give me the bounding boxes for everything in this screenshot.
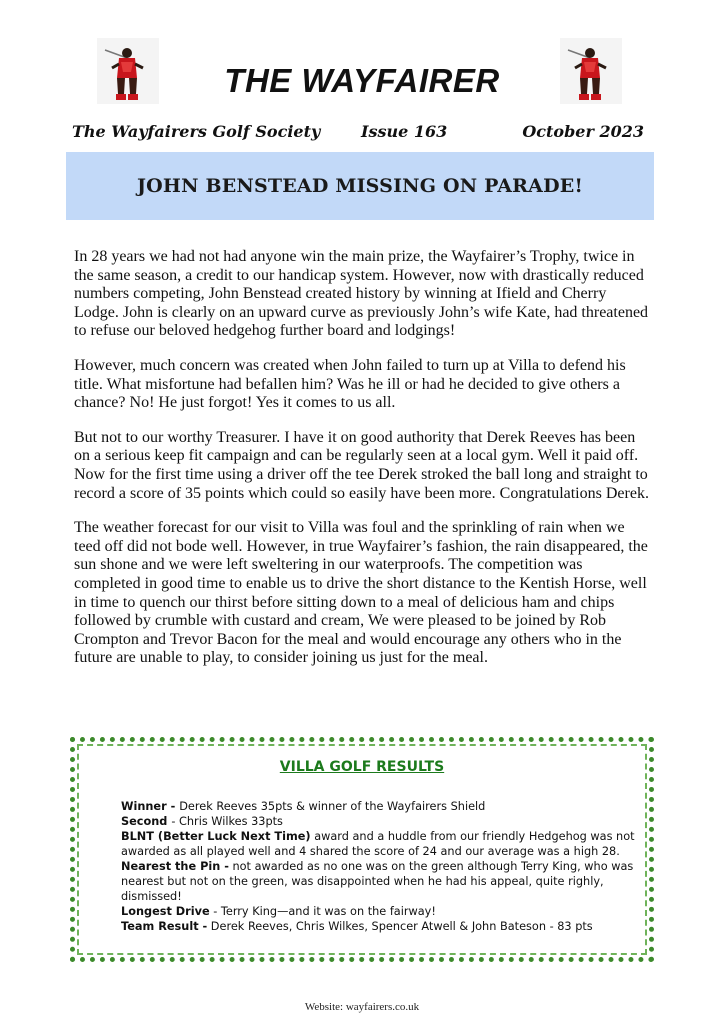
result-item [121,904,641,919]
result-item [121,814,641,829]
article-paragraph: However, much concern was created when John failed to turn up at Villa to defend his title. What misfortune had befallen him? Was he ill or had he decided to give others a chance? No! He just forgot! Yes it comes to us all. [74,356,626,412]
results-title: VILLA GOLF RESULTS [279,759,445,775]
result-item [121,799,641,814]
article-paragraph: The weather forecast for our visit to Villa was foul and the sprinkling of rain when we teed off did not bode well. However, in true Wayfairer’s fashion, the rain disappeared, the sun shone and we were left sweltering in our waterproofs. The competition was completed in good time to enable us to drive the short distance to the Kentish Horse, well in time to quench our thirst before sitting down to a meal of delicious ham and chips followed by crumble with custard and cream, We were pleased to be joined by Rob Crompton and Trevor Bacon for the meal and would encourage any others who in the future are unable to play, to consider joining us just for the meal. [74,519,648,667]
result-item [121,829,641,859]
issue-number: Issue 163 [361,122,448,141]
result-text: - Chris Wilkes 33pts [171,815,283,828]
result-item [121,859,641,904]
headline-banner [66,152,654,220]
article-body [74,248,652,684]
article-paragraph: In 28 years we had not had anyone win the main prize, the Wayfairer’s Trophy, twice in the same season, a credit to our handicap system. However, now with drastically reduced numbers competing, John Benstead created history by winning at Ifield and Cherry Lodge. John is clearly on an upward curve as previously John’s wife Kate, had threatened to refuse our beloved hedgehog further board and lodgings! [74,248,649,340]
newsletter-title: THE WAYFAIRER [224,62,500,99]
website-footer: Website: wayfairers.co.uk [304,1001,420,1013]
result-label: Team Result - [121,920,208,933]
results-list [121,799,641,934]
result-item [121,919,641,934]
result-label: BLNT (Better Luck Next Time) [121,830,311,843]
result-label: Winner - [121,800,180,813]
result-label: Nearest the Pin - [121,860,229,873]
result-label: Longest Drive [121,905,210,918]
result-text: not awarded as no one was on the green although Terry King, who was nearest but not on the green, was disappointed when he had his appeal, quite righly, dismissed! [121,860,634,903]
article-paragraph: But not to our worthy Treasurer. I have it on good authority that Derek Reeves has been on a serious keep fit campaign and can be regularly seen at a local gym. Well it paid off. Now for the first time using a driver off the tee Derek stroked the ball long and straight to record a score of 35 points which could so easily have been more. Congratulations Derek. [74,428,649,502]
headline: JOHN BENSTEAD MISSING ON PARADE! [136,175,583,197]
result-text: award and a huddle from our friendly Hedgehog was not awarded as all played well and 4 shared the score of 24 and our average was a high 28. [121,830,635,858]
society-name: The Wayfairers Golf Society [72,122,321,141]
issue-date: October 2023 [522,122,644,141]
results-box [70,737,654,962]
result-text: Derek Reeves 35pts & winner of the Wayfairers Shield [179,800,486,813]
result-text: - Terry King—and it was on the fairway! [209,905,436,918]
result-label: Second [121,815,172,828]
result-text: Derek Reeves, Chris Wilkes, Spencer Atwell & John Bateson - 83 pts [207,920,593,933]
